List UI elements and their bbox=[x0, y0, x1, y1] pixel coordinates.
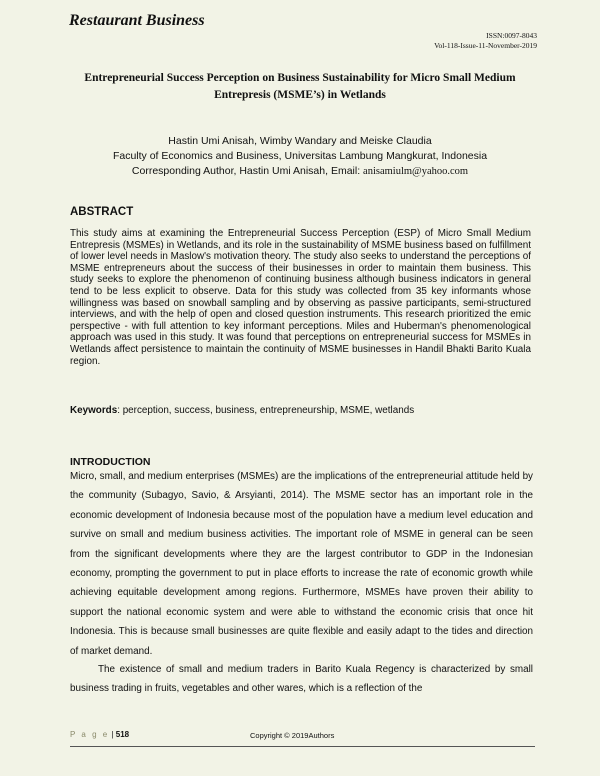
introduction-heading: INTRODUCTION bbox=[70, 456, 151, 468]
keywords-list: : perception, success, business, entrepreneurship, MSME, wetlands bbox=[117, 405, 415, 416]
footer-divider bbox=[70, 746, 535, 747]
author-block bbox=[100, 134, 500, 179]
page-label: P a g e bbox=[70, 730, 110, 739]
page-footer bbox=[70, 730, 129, 739]
corresponding-author bbox=[100, 164, 500, 179]
page-number: 518 bbox=[115, 730, 130, 739]
keywords-label: Keywords bbox=[70, 405, 118, 416]
paper-title: Entrepreneurial Success Perception on Business Sustainability for Micro Small Medium Entrepresis (MSME’s) in Wetlands bbox=[84, 72, 516, 101]
volume-issue: Vol-118-Issue-11-November-2019 bbox=[434, 41, 537, 50]
journal-name: Restaurant Business bbox=[69, 12, 205, 29]
page-separator: | bbox=[109, 730, 116, 739]
abstract-text: This study aims at examining the Entrepreneurial Success Perception (ESP) of Micro Small Medium Entrepresis (MSMEs) in Wetlands, and its role in the sustainability of MSME business based on fulfillment of lower level needs in Maslow's motivation theory. The study also seeks to understand the perceptions of MSME entrepreneurs about the success of their businesses in order to maintain them business. This study seeks to explore the phenomenon of continuing business although business indicators in general tend to be less explicit to observe. Data for this study was collected from 35 key informants whose willingness was based on snowball sampling and by observing as passive participants, semi-structured interviews, and with the help of open and closed question instruments. This research prioritized the emic perspective - with full attention to key informant perceptions. Miles and Huberman's phenomenological approach was used in this study. It was found that perceptions on entrepreneurial success for MSMEs in Wetlands affect persistence to maintain the continuity of MSME businesses in Handil Bhakti Barito Kuala region. bbox=[70, 228, 531, 367]
keywords bbox=[70, 405, 531, 416]
abstract-heading: ABSTRACT bbox=[70, 206, 134, 218]
issn: ISSN:0097-8043 bbox=[486, 31, 537, 40]
introduction-paragraph-1: Micro, small, and medium enterprises (MSMEs) are the implications of the entrepreneurial attitude held by the community (Subagyo, Savio, & Arsyianti, 2014). The MSME sector has an important role in the economic development of Indonesia because most of the population have a medium level education and survive on small and medium business activities. The important role of MSME in general can be seen from the significant developments where they are the largest contributor to GDP in the Indonesian economy, prompting the government to put in place efforts to increase the rate of economic growth while achieving equitable development among regions. Furthermore, MSMEs have proven their ability to support the national economic system and were able to withstand the economic crisis that once hit Indonesia. This is because small businesses are quite flexible and easily adapt to the tides and direction of market demand. bbox=[70, 471, 533, 657]
corresponding-label: Corresponding Author, Hastin Umi Anisah, Email: bbox=[131, 165, 361, 177]
affiliation: Faculty of Economics and Business, Universitas Lambung Mangkurat, Indonesia bbox=[112, 150, 488, 162]
author-names: Hastin Umi Anisah, Wimby Wandary and Meiske Claudia bbox=[168, 135, 432, 147]
journal-meta bbox=[434, 31, 537, 51]
copyright: Copyright © 2019Authors bbox=[250, 731, 335, 740]
introduction-paragraph-2: The existence of small and medium traders in Barito Kuala Regency is characterized by small business trading in fruits, vegetables and other wares, which is a reflection of the bbox=[70, 664, 533, 695]
email-link[interactable]: anisamiulm@yahoo.com bbox=[363, 166, 469, 177]
